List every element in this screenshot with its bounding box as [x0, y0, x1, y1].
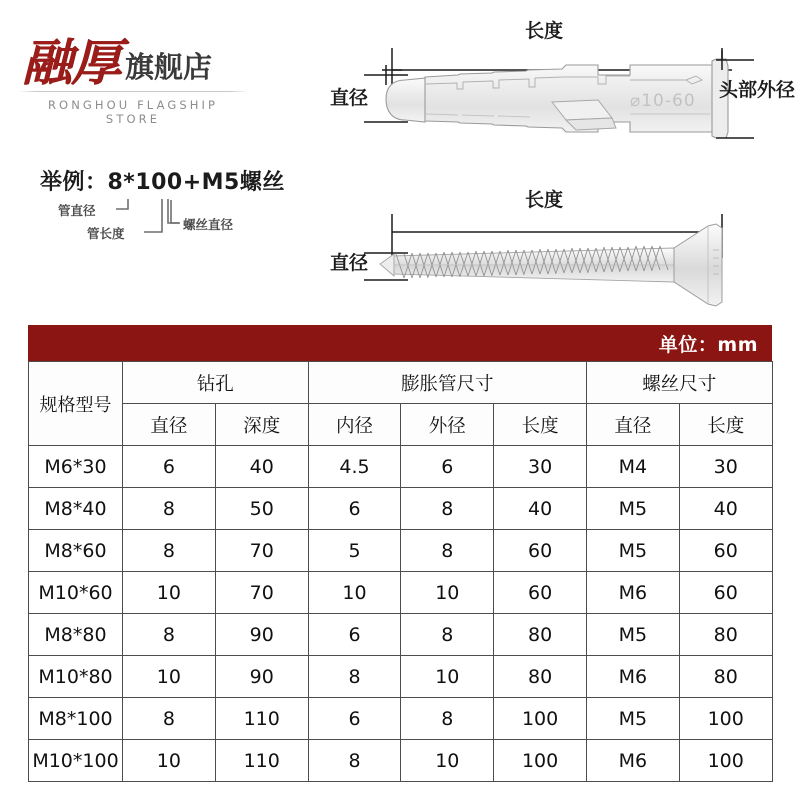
column-group-header-drilling: 钻孔	[123, 362, 309, 404]
anchor-head-od-text: 头部外径	[719, 79, 796, 101]
callout-label-screw-diameter: 螺丝直径	[183, 217, 234, 232]
callout-leader-lines	[40, 198, 300, 250]
cell-tube-outer-diameter: 8	[401, 488, 494, 530]
cell-tube-outer-diameter: 10	[401, 656, 494, 698]
anchor-drawing	[330, 18, 800, 158]
store-logo	[18, 14, 248, 126]
column-header-tube-outer-diameter: 外径	[401, 404, 494, 446]
column-header-drill-depth: 深度	[215, 404, 308, 446]
table-row	[29, 698, 773, 740]
cell-drill-diameter: 10	[123, 572, 216, 614]
example-callouts	[40, 198, 300, 250]
table-row	[29, 572, 773, 614]
anchor-diameter-text: 直径	[330, 87, 369, 109]
logo-english-text: RONGHOU FLAGSHIP STORE	[47, 98, 219, 126]
cell-tube-inner-diameter: 6	[308, 614, 401, 656]
cell-screw-length: 60	[679, 572, 772, 614]
screw-diagram-svg	[330, 198, 800, 316]
cell-screw-length: 80	[679, 614, 772, 656]
cell-drill-depth: 90	[215, 656, 308, 698]
cell-screw-length: 100	[679, 698, 772, 740]
table-row	[29, 488, 773, 530]
logo-secondary-text: 旗舰店	[125, 50, 213, 84]
cell-tube-outer-diameter: 10	[401, 740, 494, 782]
cell-tube-outer-diameter: 8	[401, 698, 494, 740]
cell-model: M8*40	[29, 488, 123, 530]
cell-screw-diameter: M5	[587, 530, 680, 572]
cell-tube-length: 100	[494, 698, 587, 740]
cell-drill-depth: 70	[215, 572, 308, 614]
cell-screw-length: 80	[679, 656, 772, 698]
column-header-tube-inner-diameter: 内径	[308, 404, 401, 446]
cell-model: M8*80	[29, 614, 123, 656]
cell-tube-inner-diameter: 10	[308, 572, 401, 614]
cell-tube-length: 60	[494, 530, 587, 572]
cell-screw-diameter: M6	[587, 740, 680, 782]
cell-tube-length: 80	[494, 614, 587, 656]
cell-drill-depth: 40	[215, 446, 308, 488]
cell-screw-length: 100	[679, 740, 772, 782]
cell-screw-diameter: M5	[587, 698, 680, 740]
table-group-header-row	[29, 362, 773, 404]
table-head	[29, 362, 773, 446]
cell-drill-diameter: 8	[123, 488, 216, 530]
table-row	[29, 446, 773, 488]
cell-model: M8*60	[29, 530, 123, 572]
cell-tube-outer-diameter: 8	[401, 530, 494, 572]
cell-drill-depth: 110	[215, 740, 308, 782]
cell-drill-depth: 70	[215, 530, 308, 572]
anchor-body-marking: ⌀10-60	[630, 91, 696, 111]
cell-screw-diameter: M6	[587, 656, 680, 698]
cell-tube-inner-diameter: 8	[308, 740, 401, 782]
table-row	[29, 530, 773, 572]
cell-screw-diameter: M5	[587, 614, 680, 656]
table-row	[29, 614, 773, 656]
cell-tube-inner-diameter: 8	[308, 656, 401, 698]
cell-tube-inner-diameter: 5	[308, 530, 401, 572]
table-sub-header-row	[29, 404, 773, 446]
column-group-header-screw: 螺丝尺寸	[587, 362, 773, 404]
table-body	[29, 446, 773, 782]
column-group-header-tube: 膨胀管尺寸	[308, 362, 586, 404]
table-row	[29, 740, 773, 782]
unit-banner	[28, 325, 772, 361]
cell-drill-diameter: 8	[123, 698, 216, 740]
screw-length-text: 长度	[525, 189, 564, 211]
cell-tube-inner-diameter: 6	[308, 488, 401, 530]
column-header-screw-length: 长度	[679, 404, 772, 446]
anchor-length-text: 长度	[525, 20, 564, 42]
cell-drill-diameter: 8	[123, 530, 216, 572]
screw-diameter-text: 直径	[330, 252, 369, 274]
column-header-tube-length: 长度	[494, 404, 587, 446]
cell-screw-diameter: M4	[587, 446, 680, 488]
cell-tube-length: 60	[494, 572, 587, 614]
cell-model: M6*30	[29, 446, 123, 488]
column-header-drill-diameter: 直径	[123, 404, 216, 446]
cell-drill-depth: 90	[215, 614, 308, 656]
cell-tube-length: 80	[494, 656, 587, 698]
cell-model: M10*80	[29, 656, 123, 698]
table-row	[29, 656, 773, 698]
cell-tube-inner-diameter: 6	[308, 698, 401, 740]
cell-screw-diameter: M5	[587, 488, 680, 530]
cell-screw-diameter: M6	[587, 572, 680, 614]
cell-tube-length: 30	[494, 446, 587, 488]
cell-tube-outer-diameter: 10	[401, 572, 494, 614]
cell-drill-depth: 110	[215, 698, 308, 740]
cell-tube-length: 40	[494, 488, 587, 530]
cell-model: M8*100	[29, 698, 123, 740]
cell-screw-length: 40	[679, 488, 772, 530]
cell-model: M10*60	[29, 572, 123, 614]
cell-drill-depth: 50	[215, 488, 308, 530]
cell-tube-inner-diameter: 4.5	[308, 446, 401, 488]
cell-tube-length: 100	[494, 740, 587, 782]
column-header-screw-diameter: 直径	[587, 404, 680, 446]
column-header-model: 规格型号	[29, 362, 123, 446]
cell-model: M10*100	[29, 740, 123, 782]
screw-drawing	[330, 189, 800, 316]
cell-tube-outer-diameter: 8	[401, 614, 494, 656]
cell-drill-diameter: 10	[123, 656, 216, 698]
cell-drill-diameter: 8	[123, 614, 216, 656]
cell-drill-diameter: 6	[123, 446, 216, 488]
cell-tube-outer-diameter: 6	[401, 446, 494, 488]
logo-primary-text: 融厚	[22, 32, 120, 92]
callout-label-tube-diameter: 管直径	[58, 203, 96, 218]
callout-label-tube-length: 管长度	[87, 226, 125, 241]
cell-screw-length: 60	[679, 530, 772, 572]
example-title: 举例：8*100+M5螺丝	[40, 170, 285, 195]
example-annotation-block	[40, 165, 300, 250]
spec-table-section	[28, 325, 772, 782]
unit-label: 单位：mm	[658, 333, 758, 356]
cell-screw-length: 30	[679, 446, 772, 488]
specification-table	[28, 361, 773, 782]
logo-text-row	[18, 14, 248, 92]
cell-drill-diameter: 10	[123, 740, 216, 782]
